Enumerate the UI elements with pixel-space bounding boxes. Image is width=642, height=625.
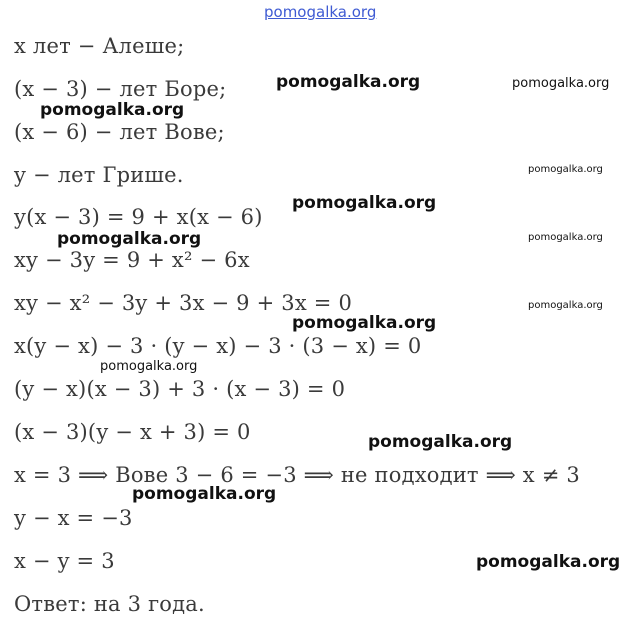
solution-line-2: (x − 3) − лет Боре; — [14, 77, 227, 101]
answer-line: Ответ: на 3 года. — [14, 592, 205, 616]
watermark: pomogalka.org — [40, 100, 185, 120]
watermark: pomogalka.org — [292, 193, 437, 213]
solution-line-10: (x − 3)(y − x + 3) = 0 — [14, 420, 251, 444]
watermark: pomogalka.org — [528, 300, 603, 311]
watermark: pomogalka.org — [100, 359, 198, 374]
solution-line-3: (x − 6) − лет Вове; — [14, 120, 225, 144]
watermark: pomogalka.org — [528, 164, 603, 175]
watermark: pomogalka.org — [476, 552, 621, 572]
solution-line-13: x − y = 3 — [14, 549, 115, 573]
solution-line-9: (y − x)(x − 3) + 3 · (x − 3) = 0 — [14, 377, 346, 401]
watermark: pomogalka.org — [57, 229, 202, 249]
watermark: pomogalka.org — [512, 76, 610, 91]
solution-line-5: y(x − 3) = 9 + x(x − 6) — [14, 205, 263, 229]
solution-line-1: x лет − Алеше; — [14, 34, 185, 58]
watermark: pomogalka.org — [132, 484, 277, 504]
solution-line-12: y − x = −3 — [14, 506, 133, 530]
solution-line-4: y − лет Грише. — [14, 163, 184, 187]
solution-line-8: x(y − x) − 3 · (y − x) − 3 · (3 − x) = 0 — [14, 334, 422, 358]
watermark: pomogalka.org — [292, 313, 437, 333]
watermark: pomogalka.org — [368, 432, 513, 452]
solution-line-7: xy − x² − 3y + 3x − 9 + 3x = 0 — [14, 291, 353, 315]
solution-line-11: x = 3 ⟹ Вове 3 − 6 = −3 ⟹ не подходит ⟹ x ≠ 3 — [14, 463, 580, 487]
watermark: pomogalka.org — [276, 72, 421, 92]
watermark-top: pomogalka.org — [264, 3, 377, 21]
watermark: pomogalka.org — [528, 232, 603, 243]
solution-line-6: xy − 3y = 9 + x² − 6x — [14, 248, 250, 272]
